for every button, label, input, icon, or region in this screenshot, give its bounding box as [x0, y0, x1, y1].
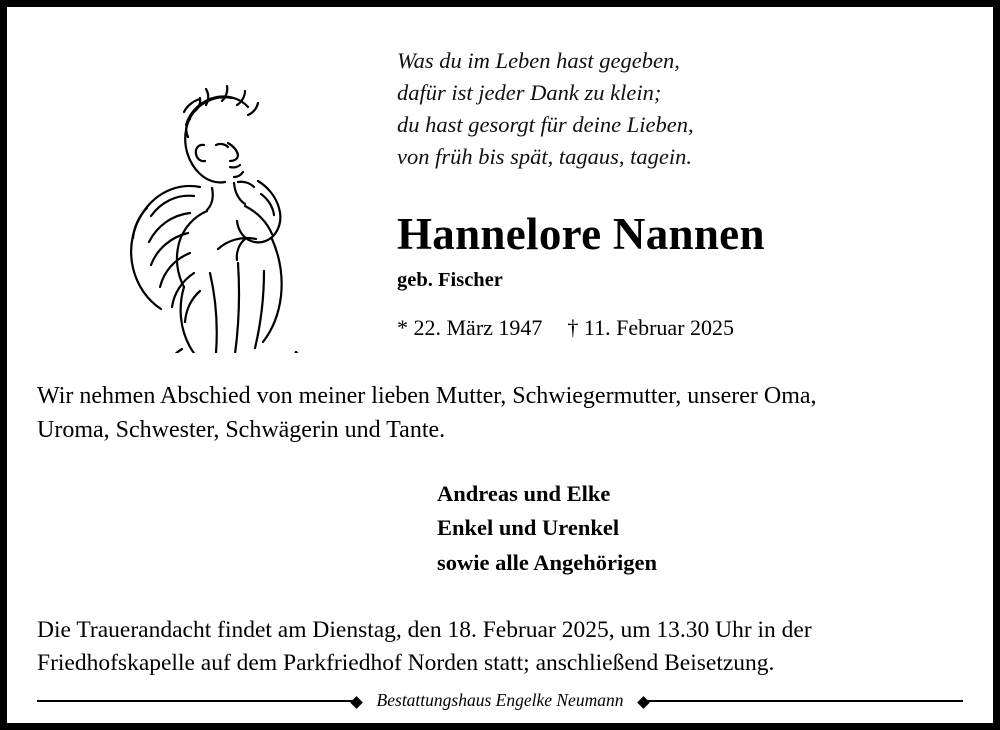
footer-rule-left: [37, 700, 359, 702]
death-date: 11. Februar 2025: [583, 315, 735, 340]
header-section: [7, 7, 993, 353]
maiden-name: geb. Fischer: [397, 269, 503, 291]
life-dates: [397, 315, 963, 341]
footer: [37, 690, 963, 711]
notice-inner: [7, 7, 993, 723]
message-line-1: Wir nehmen Abschied von meiner lieben Mutter, Schwiegermutter, unserer Oma,: [37, 383, 817, 409]
death-symbol: †: [567, 315, 579, 340]
funeral-home-name: Bestattungshaus Engelke Neumann: [376, 690, 624, 710]
verse-line-4: von früh bis spät, tagaus, tagein.: [397, 143, 693, 169]
family-line-2: Enkel und Urenkel: [437, 515, 620, 541]
name-and-verse-block: [397, 29, 963, 341]
verse-line-1: Was du im Leben hast gegeben,: [397, 48, 680, 73]
deceased-name: Hannelore Nannen: [397, 208, 765, 259]
memorial-verse: [397, 45, 963, 173]
verse-line-3: du hast gesorgt für deine Lieben,: [397, 111, 694, 137]
birth-symbol: *: [397, 315, 408, 340]
footer-rule-right: [641, 700, 963, 702]
service-line-2: Friedhofskapelle auf dem Parkfriedhof Norden statt; anschließend Beisetzung.: [37, 650, 775, 677]
message-line-2: Uroma, Schwester, Schwägerin und Tante.: [37, 417, 446, 444]
family-signatures: [7, 477, 993, 580]
praying-angel-icon: [82, 63, 352, 353]
verse-line-2: dafür ist jeder Dank zu klein;: [397, 79, 662, 105]
service-details: [7, 614, 993, 681]
service-line-1: Die Trauerandacht findet am Dienstag, den 18. Februar 2025, um 13.30 Uhr in der: [37, 616, 812, 643]
birth-date: 22. März 1947: [413, 315, 543, 340]
family-line-1: Andreas und Elke: [437, 481, 611, 507]
praying-angel-illustration: [37, 29, 397, 353]
family-line-3: sowie alle Angehörigen: [437, 549, 657, 575]
farewell-message: [7, 379, 993, 447]
